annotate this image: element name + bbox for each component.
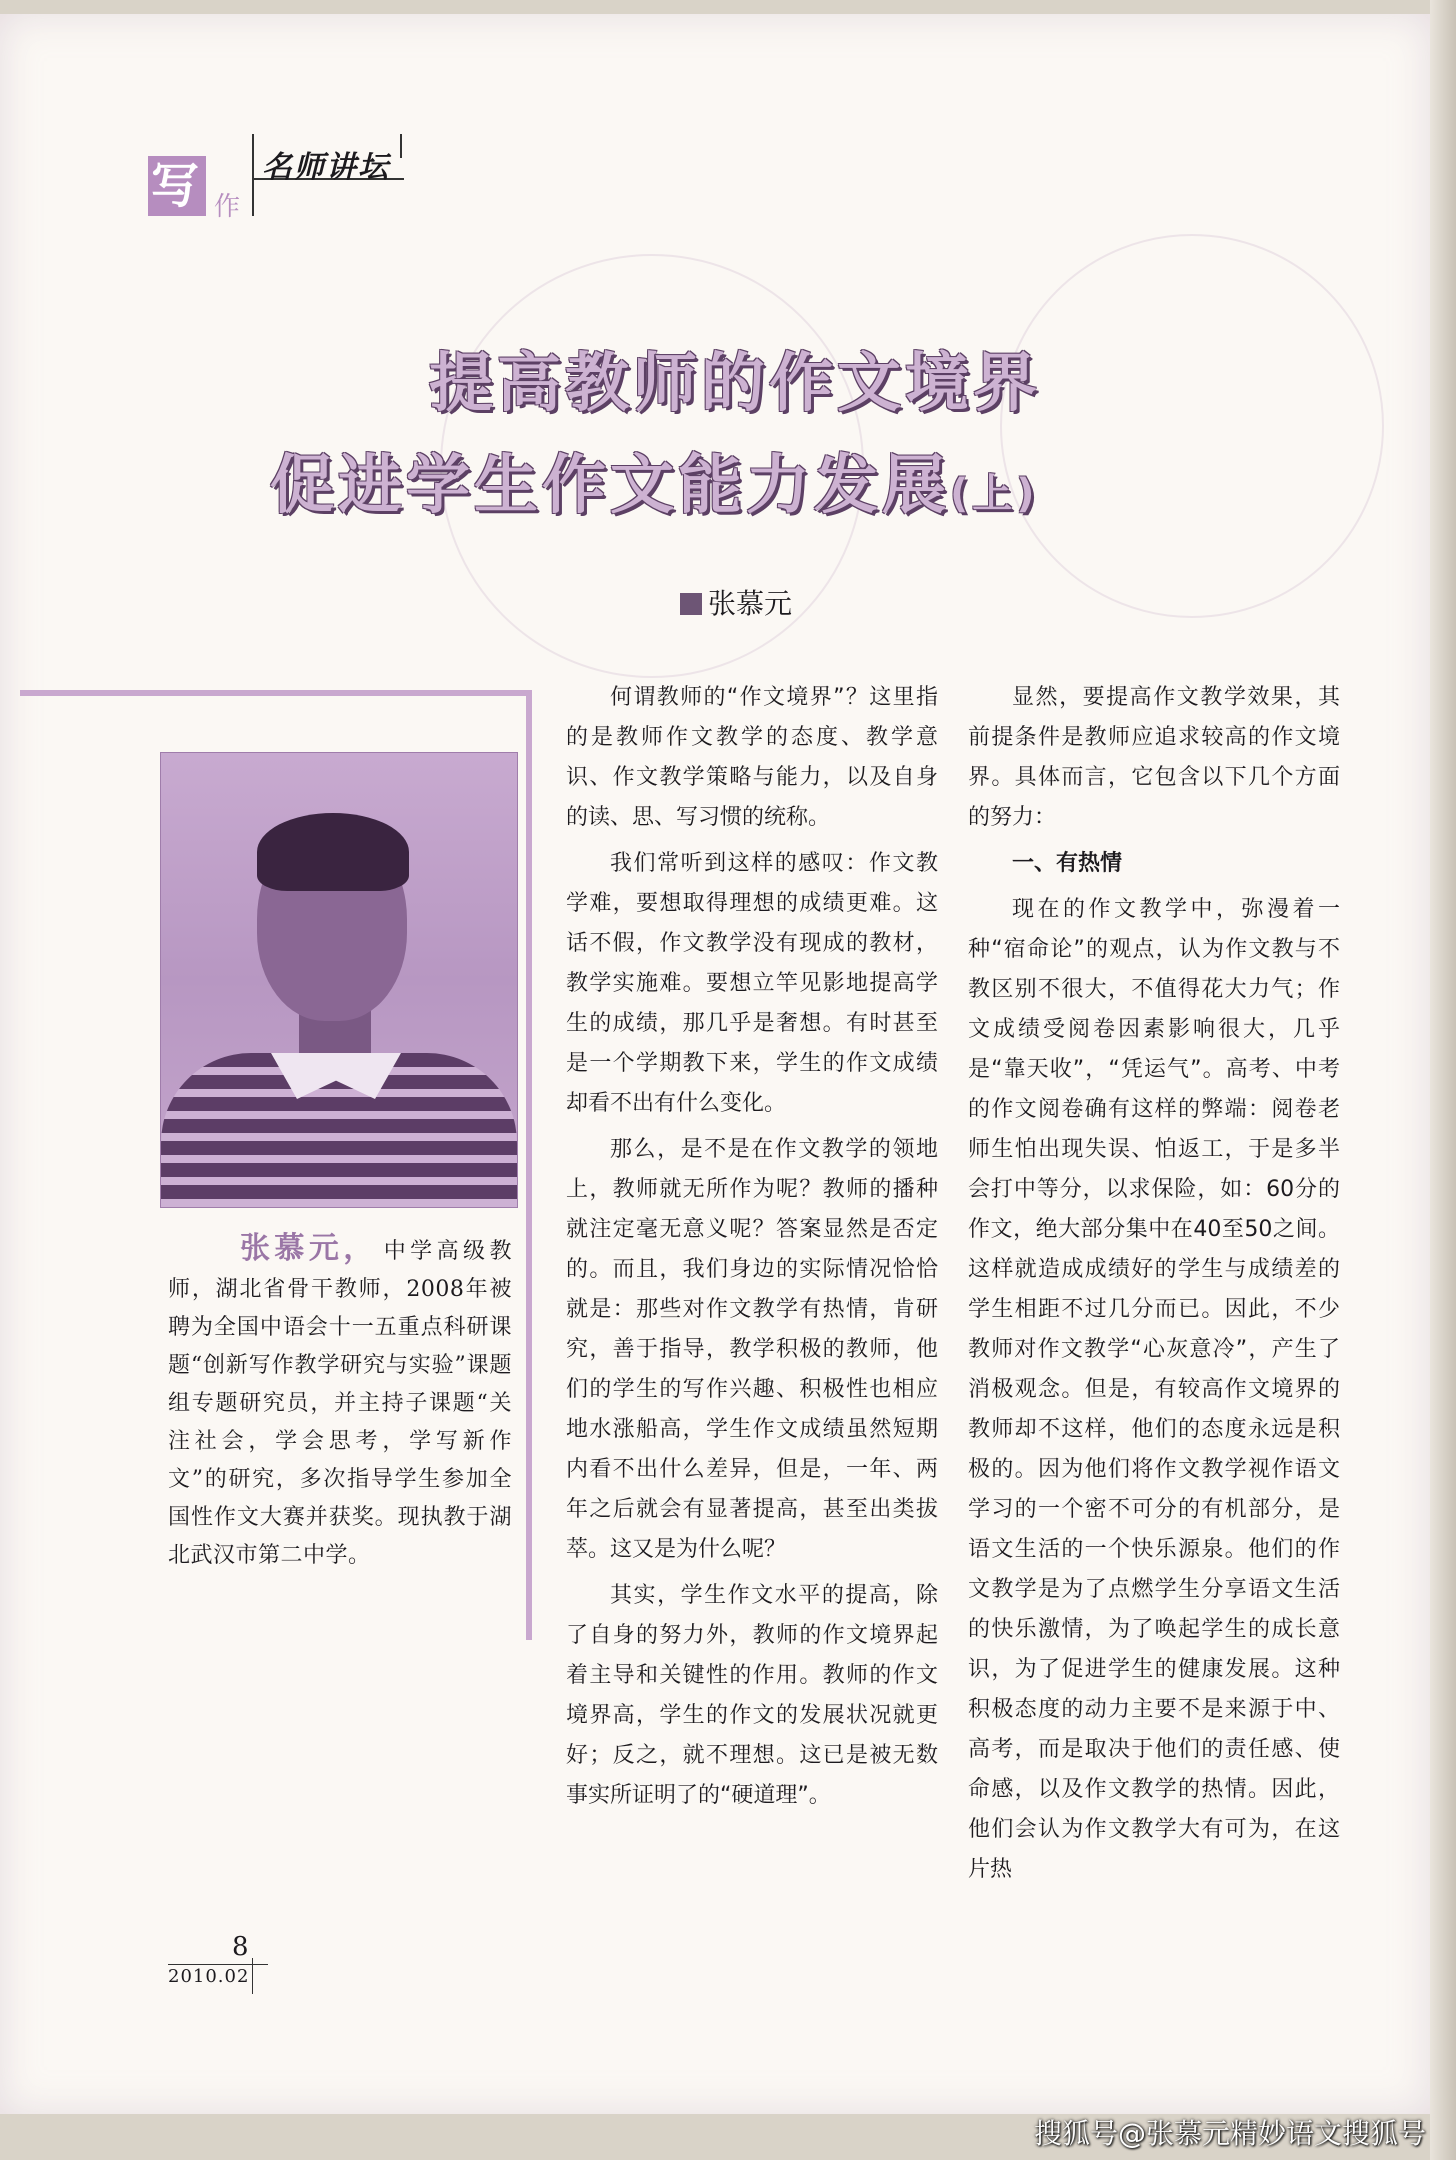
title-part: (上) <box>950 471 1039 517</box>
paragraph: 那么，是不是在作文教学的领地上，教师就无所作为呢？教师的播种就注定毫无意义呢？答案显然是否定的。而且，我们身边的实际情况恰恰就是：那些对作文教学有热情，肯研究，善于指导，教学积极的教师，他们的学生的写作兴趣、积极性也相应地水涨船高，学生作文成绩虽然短期内看不出什么差异，但是，一年、两年之后就会有显著提高，甚至出类拔萃。这又是为什么呢？ <box>566 1137 938 1562</box>
author-byline <box>680 582 792 622</box>
paragraph: 显然，要提高作文教学效果，其前提条件是教师应追求较高的作文境界。具体而言，它包含以下几个方面的努力： <box>968 685 1340 830</box>
magazine-page <box>0 14 1430 2114</box>
author-name: 张慕元 <box>708 587 793 620</box>
section-name: 名师讲坛 <box>262 150 390 185</box>
section-rule <box>252 134 254 216</box>
section-char-write: 写 <box>151 158 200 214</box>
article-column-2 <box>968 678 1340 1896</box>
page-rule <box>168 1964 268 1965</box>
author-photo <box>160 752 518 1208</box>
author-bio <box>168 1230 512 1575</box>
subheading: 一、有热情 <box>1012 851 1123 876</box>
square-bullet-icon <box>680 593 702 615</box>
profile-border <box>20 690 532 696</box>
profile-border <box>526 690 532 1640</box>
title-line-2 <box>270 434 1456 526</box>
title-line-1: 提高教师的作文境界 <box>429 347 1041 421</box>
paragraph: 何谓教师的“作文境界”？这里指的是教师作文教学的态度、教学意识、作文教学策略与能力，以及自身的读、思、写习惯的统称。 <box>566 685 938 830</box>
source-watermark: 搜狐号@张慕元精妙语文搜狐号 <box>1033 2117 1426 2150</box>
photo-hair <box>257 813 409 891</box>
page-number: 8 <box>232 1932 249 1962</box>
page-rule <box>252 1958 253 1994</box>
section-rule <box>400 134 402 158</box>
article-column-1 <box>566 678 938 1822</box>
issue-date: 2010.02 <box>168 1966 250 1987</box>
title-line-2-text: 促进学生作文能力发展 <box>270 449 950 523</box>
section-char-work: 作 <box>214 192 241 222</box>
bio-text: 中学高级教师，湖北省骨干教师，2008年被聘为全国中语会十一五重点科研课题“创新写作教学研究与实验”课题组专题研究员，并主持子课题“关注社会，学会思考，学写新作文”的研究，多次指导学生参加全国性作文大赛并获奖。现执教于湖北武汉市第二中学。 <box>168 1239 512 1568</box>
paragraph: 其实，学生作文水平的提高，除了自身的努力外，教师的作文境界起着主导和关键性的作用。教师的作文境界高，学生的作文的发展状况就更好；反之，就不理想。这已是被无数事实所证明了的“硬道理”。 <box>566 1583 938 1808</box>
page-spine <box>1430 0 1456 2160</box>
bio-name: 张慕元， <box>240 1231 378 1266</box>
paragraph: 现在的作文教学中，弥漫着一种“宿命论”的观点，认为作文教与不教区别不很大，不值得花大力气；作文成绩受阅卷因素影响很大，几乎是“靠天收”，“凭运气”。高考、中考的作文阅卷确有这样的弊端：阅卷老师生怕出现失误、怕返工，于是多半会打中等分，以求保险，如：60分的作文，绝大部分集中在40至50之间。这样就造成成绩好的学生与成绩差的学生相距不过几分而已。因此，不少教师对作文教学“心灰意冷”，产生了消极观念。但是，有较高作文境界的教师却不这样，他们的态度永远是积极的。因为他们将作文教学视作语文学习的一个密不可分的有机部分，是语文生活的一个快乐源泉。他们的作文教学是为了点燃学生分享语文生活的快乐激情，为了唤起学生的成长意识，为了促进学生的健康发展。这种积极态度的动力主要不是来源于中、高考，而是取决于他们的责任感、使命感，以及作文教学的热情。因此，他们会认为作文教学大有可为，在这片热 <box>968 897 1340 1882</box>
paragraph: 我们常听到这样的感叹：作文教学难，要想取得理想的成绩更难。这话不假，作文教学没有现成的教材，教学实施难。要想立竿见影地提高学生的成绩，那几乎是奢想。有时甚至是一个学期教下来，学生的作文成绩却看不出有什么变化。 <box>566 851 938 1116</box>
background-ornament <box>1000 234 1384 618</box>
